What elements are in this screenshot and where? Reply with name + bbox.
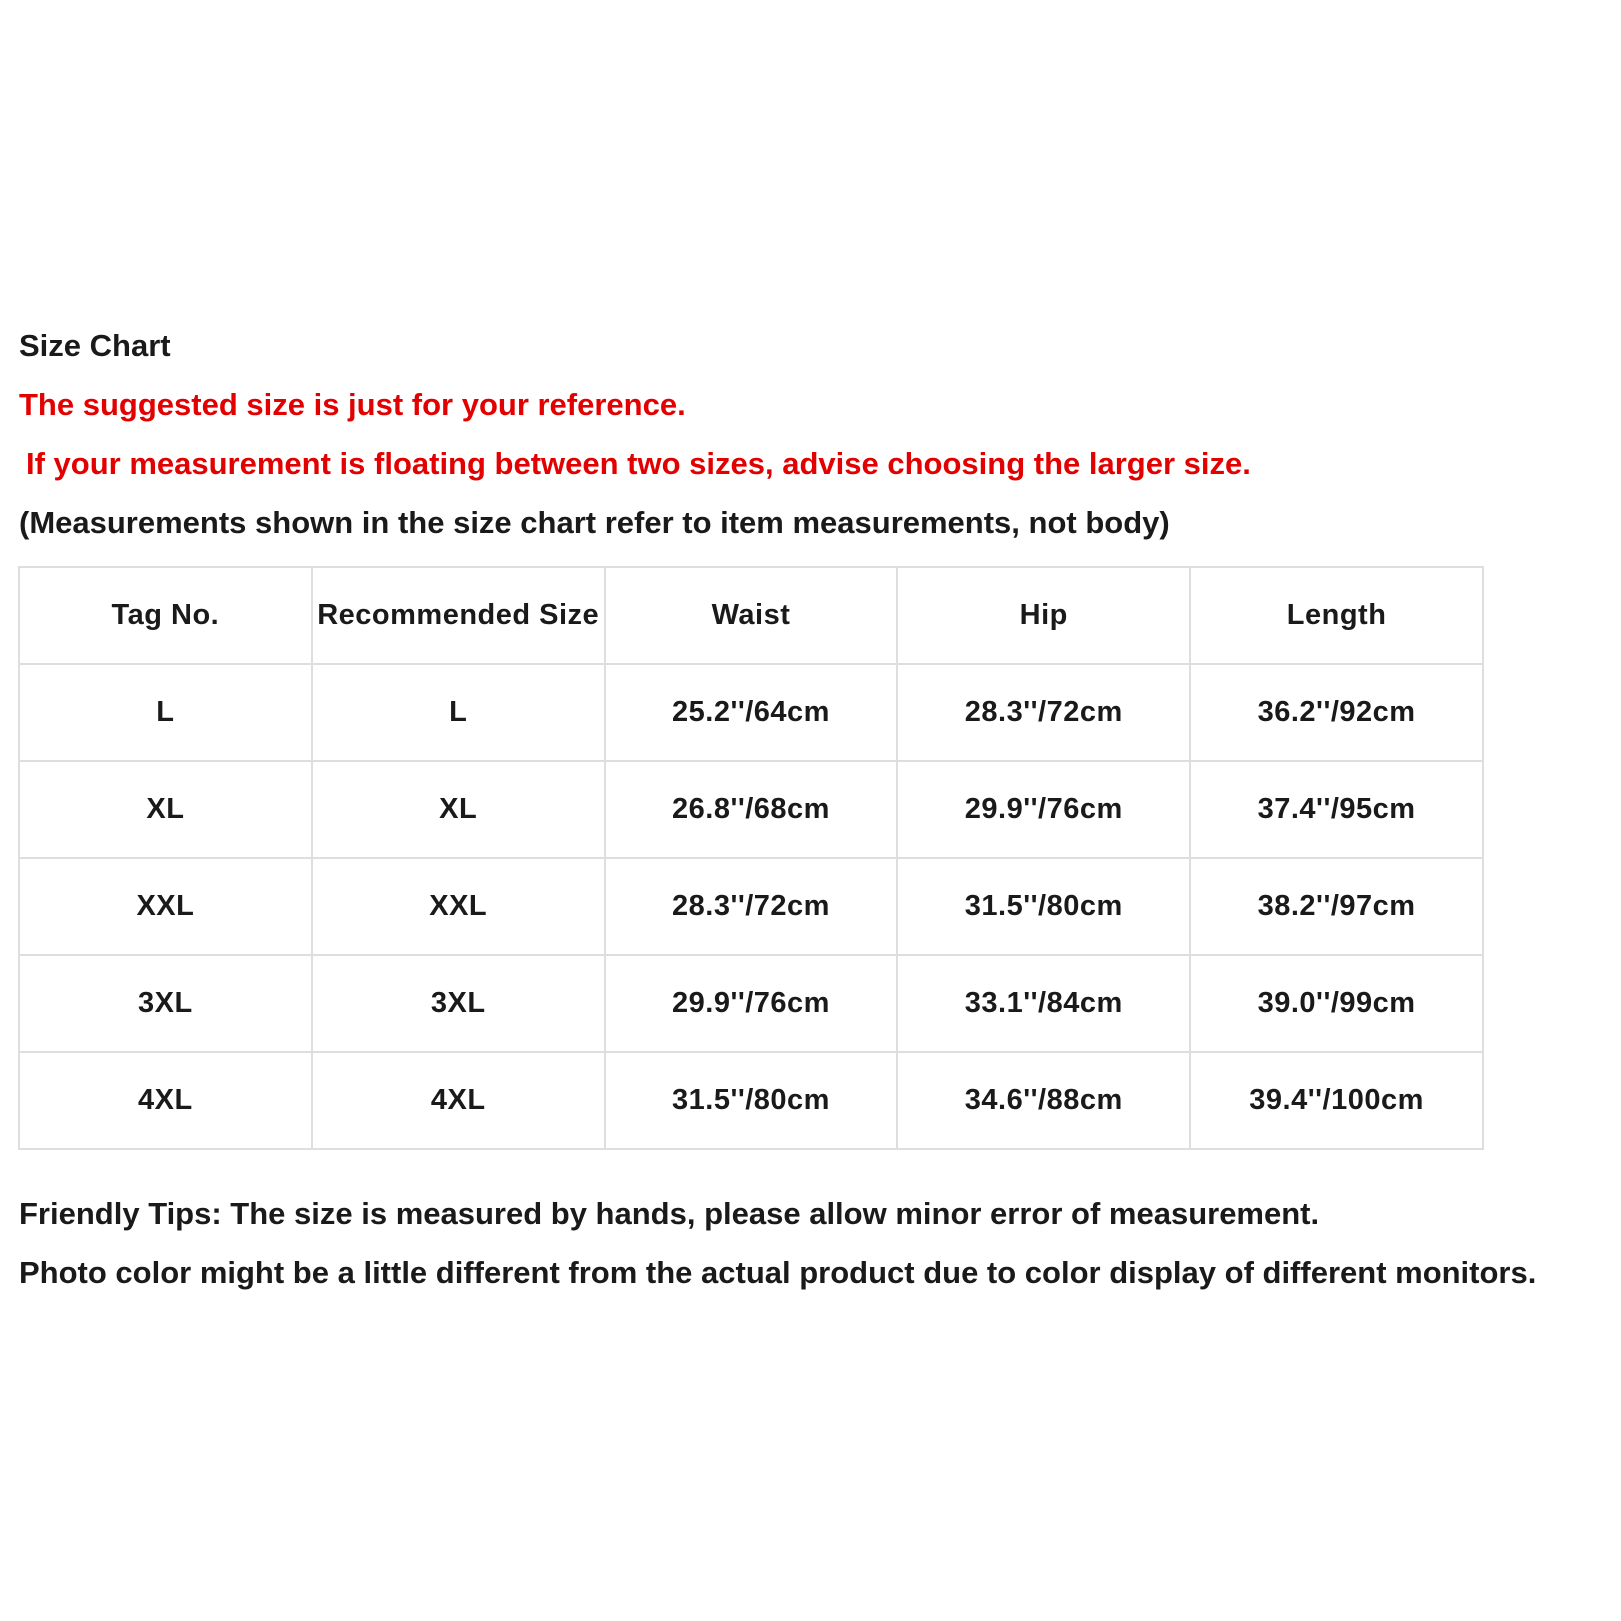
reference-note: The suggested size is just for your reference. [19,387,686,422]
cell-tag-no: 4XL [19,1052,312,1149]
between-sizes-note: If your measurement is floating between two sizes, advise choosing the larger size. [26,446,1251,481]
cell-recommended-size: L [312,664,605,761]
header-recommended-size: Recommended Size [312,567,605,664]
cell-recommended-size: XXL [312,858,605,955]
table-row [19,858,1483,955]
table-row [19,664,1483,761]
cell-length: 39.0''/99cm [1190,955,1483,1052]
header-hip: Hip [897,567,1190,664]
table-row [19,955,1483,1052]
table-row [19,1052,1483,1149]
cell-tag-no: L [19,664,312,761]
cell-length: 39.4''/100cm [1190,1052,1483,1149]
cell-tag-no: XL [19,761,312,858]
header-tag-no: Tag No. [19,567,312,664]
cell-recommended-size: 4XL [312,1052,605,1149]
header-waist: Waist [605,567,898,664]
friendly-tip-measurement: Friendly Tips: The size is measured by hands, please allow minor error of measurement. [19,1196,1320,1231]
cell-tag-no: XXL [19,858,312,955]
table-row [19,761,1483,858]
cell-hip: 29.9''/76cm [897,761,1190,858]
cell-waist: 26.8''/68cm [605,761,898,858]
cell-hip: 28.3''/72cm [897,664,1190,761]
cell-length: 36.2''/92cm [1190,664,1483,761]
cell-hip: 34.6''/88cm [897,1052,1190,1149]
cell-recommended-size: 3XL [312,955,605,1052]
cell-length: 38.2''/97cm [1190,858,1483,955]
table-header-row [19,567,1483,664]
cell-length: 37.4''/95cm [1190,761,1483,858]
cell-waist: 25.2''/64cm [605,664,898,761]
cell-hip: 33.1''/84cm [897,955,1190,1052]
cell-hip: 31.5''/80cm [897,858,1190,955]
cell-recommended-size: XL [312,761,605,858]
cell-tag-no: 3XL [19,955,312,1052]
size-table [18,566,1484,1150]
cell-waist: 31.5''/80cm [605,1052,898,1149]
page-title: Size Chart [19,328,171,363]
measurement-type-note: (Measurements shown in the size chart refer to item measurements, not body) [19,505,1170,540]
header-length: Length [1190,567,1483,664]
cell-waist: 29.9''/76cm [605,955,898,1052]
friendly-tip-color: Photo color might be a little different from the actual product due to color display of different monitors. [19,1255,1537,1290]
cell-waist: 28.3''/72cm [605,858,898,955]
